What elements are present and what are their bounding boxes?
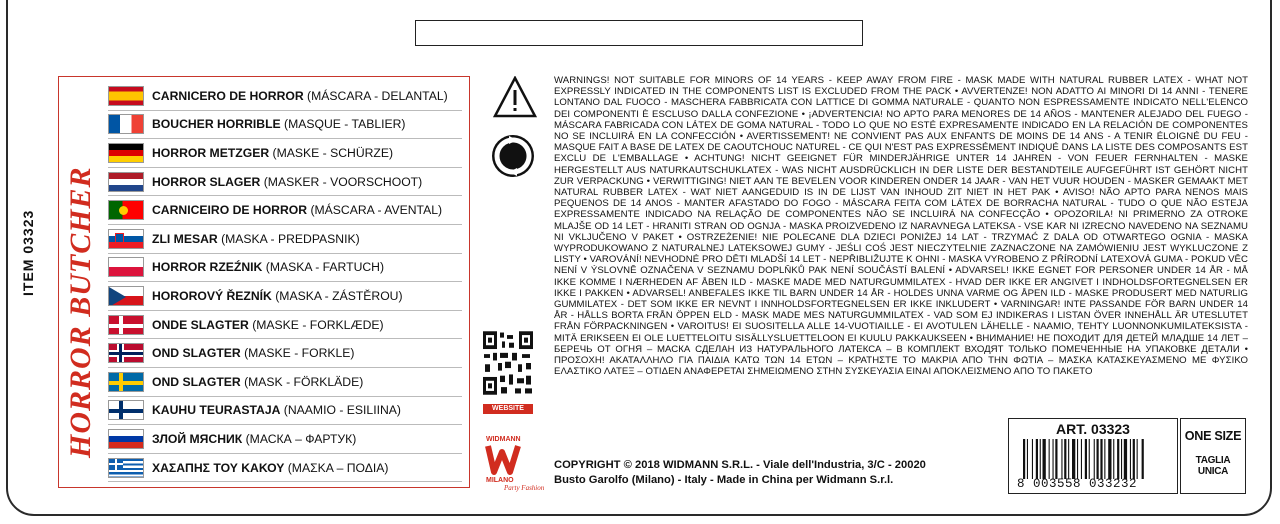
language-label <box>152 146 393 160</box>
language-row <box>108 111 462 140</box>
barcode-bar <box>1036 439 1038 479</box>
language-row <box>108 168 462 197</box>
product-name: CARNICERO DE HORROR <box>152 88 304 103</box>
language-label <box>152 232 360 246</box>
language-label <box>152 318 384 332</box>
barcode-bar <box>1142 439 1144 479</box>
language-label <box>152 346 354 360</box>
product-detail: (MASKE - FORKLE) <box>240 346 355 361</box>
product-name: CARNICEIRO DE HORROR <box>152 203 308 218</box>
barcode-bar <box>1055 439 1057 479</box>
language-label <box>152 175 422 189</box>
product-name: KAUHU TEURASTAJA <box>152 403 281 418</box>
item-code: ITEM 03323 <box>20 209 36 296</box>
product-detail: (MASK - FÖRKLÄDE) <box>240 374 364 389</box>
barcode-bar <box>1061 439 1062 479</box>
language-row <box>108 368 462 397</box>
language-label <box>152 432 356 446</box>
barcode-bar <box>1085 439 1087 479</box>
language-label <box>152 461 388 475</box>
product-name: OND SLAGTER <box>152 374 241 389</box>
product-detail: (NAAMIO - ESILIINA) <box>280 403 401 418</box>
barcode-bar <box>1089 439 1090 479</box>
green-dot-recycle-icon <box>491 134 535 178</box>
barcode-bar <box>1081 439 1082 479</box>
product-name: OND SLAGTER <box>152 346 241 361</box>
copyright-line-1: COPYRIGHT © 2018 WIDMANN S.R.L. - Viale dell'Industria, 3/C - 20020 <box>554 459 926 471</box>
language-label <box>152 260 384 274</box>
product-detail: (MASKER - VOORSCHOOT) <box>260 174 423 189</box>
barcode-bar <box>1104 439 1105 479</box>
svg-text:MILANO: MILANO <box>486 477 514 484</box>
barcode-bar <box>1027 439 1028 479</box>
barcode-bar <box>1072 439 1075 479</box>
flag-es-icon <box>108 86 144 106</box>
product-detail: (ΜΑΣΚΑ – ΠΟΔΙΑ) <box>284 460 389 475</box>
qr-code-icon[interactable] <box>482 330 534 396</box>
language-row <box>108 311 462 340</box>
product-name: HORROR METZGER <box>152 145 270 160</box>
language-label <box>152 117 405 131</box>
product-name: HORROR SLAGER <box>152 174 261 189</box>
language-label <box>152 375 363 389</box>
barcode-bar <box>1108 439 1111 479</box>
barcode-bar <box>1040 439 1041 479</box>
svg-text:Party Fashion: Party Fashion <box>504 484 545 492</box>
flag-gr-icon <box>108 458 144 478</box>
language-label <box>152 89 448 103</box>
language-label <box>152 203 442 217</box>
product-detail: (MÁSCARA - AVENTAL) <box>307 203 443 218</box>
barcode-bar <box>1032 439 1033 479</box>
barcode-bar <box>1064 439 1066 479</box>
product-detail: (MASKE - SCHÜRZE) <box>269 145 394 160</box>
flag-no-icon <box>108 343 144 363</box>
flag-nl-icon <box>108 172 144 192</box>
flag-de-icon <box>108 143 144 163</box>
barcode-bar <box>1077 439 1078 479</box>
size-label-italian: TAGLIA UNICA <box>1195 455 1231 477</box>
language-row <box>108 254 462 283</box>
product-detail: (MASKA - FARTUCH) <box>262 260 385 275</box>
barcode-bar <box>1094 439 1095 479</box>
product-name: ΧΑΣΑΠΗΣ ΤΟΥ ΚΑΚΟΥ <box>152 460 285 475</box>
barcode-icon <box>1023 439 1169 479</box>
website-label[interactable]: WEBSITE <box>483 404 533 414</box>
barcode-bar <box>1121 439 1122 479</box>
language-row <box>108 425 462 454</box>
product-detail: (MASKA - ZÁSTĚROU) <box>271 288 403 303</box>
flag-ru-icon <box>108 429 144 449</box>
widmann-logo <box>480 432 548 494</box>
product-name: ONDE SLAGTER <box>152 317 249 332</box>
product-name: BOUCHER HORRIBLE <box>152 117 281 132</box>
product-detail: (MASQUE - TABLIER) <box>280 117 406 132</box>
barcode-bar <box>1113 439 1114 479</box>
language-label <box>152 289 403 303</box>
barcode-bar <box>1053 439 1054 479</box>
barcode-bar <box>1049 439 1050 479</box>
product-detail: (MASKA - PREDPASNIK) <box>217 231 360 246</box>
barcode-bar <box>1100 439 1102 479</box>
barcode-number: 8 003558 033232 <box>1017 477 1138 491</box>
flag-pt-icon <box>108 200 144 220</box>
language-row <box>108 225 462 254</box>
copyright-line-2: Busto Garolfo (Milano) - Italy - Made in China per Widmann S.r.l. <box>554 473 894 486</box>
barcode-bar <box>1133 439 1135 479</box>
language-row <box>108 139 462 168</box>
language-row <box>108 397 462 426</box>
flag-fr-icon <box>108 114 144 134</box>
language-row <box>108 454 462 483</box>
article-barcode-box <box>1008 418 1178 494</box>
flag-se-icon <box>108 372 144 392</box>
product-name: HOROROVÝ ŘEZNÍK <box>152 288 272 303</box>
size-label: ONE SIZE <box>1184 429 1242 443</box>
brand-title: HORROR BUTCHER <box>64 166 97 458</box>
flag-dk-icon <box>108 315 144 335</box>
flag-cz-icon <box>108 286 144 306</box>
barcode-bar <box>1043 439 1046 479</box>
barcode-bar <box>1068 439 1069 479</box>
label-blank-box <box>415 20 863 46</box>
flag-si-icon <box>108 229 144 249</box>
barcode-bar <box>1130 439 1131 479</box>
size-box <box>1180 418 1246 494</box>
language-list <box>108 82 462 482</box>
barcode-bar <box>1124 439 1127 479</box>
product-detail: (MASKE - FORKLÆDE) <box>248 317 384 332</box>
svg-text:WIDMANN: WIDMANN <box>486 436 521 443</box>
article-number: ART. 03323 <box>1056 421 1130 437</box>
language-row <box>108 196 462 225</box>
product-name: ZLI MESAR <box>152 231 218 246</box>
copyright-block <box>554 458 1004 487</box>
language-row <box>108 82 462 111</box>
warning-icon <box>493 76 537 118</box>
barcode-bar <box>1117 439 1119 479</box>
barcode-bar <box>1137 439 1138 479</box>
language-row <box>108 282 462 311</box>
product-name: ЗЛОЙ МЯСНИК <box>152 431 243 446</box>
language-row <box>108 339 462 368</box>
barcode-bar <box>1023 439 1025 479</box>
safety-warnings-text: WARNINGS! NOT SUITABLE FOR MINORS OF 14 YEARS - KEEP AWAY FROM FIRE - MASK MADE WITH NATURAL RUBBER LATEX - WHAT NOT EXPRESSLY INDICATED IN THE COMPONENTS LIST IS EXCLUDED FROM THE PACK • AVVERTENZE! NON ADATTO AI MINORI DI 14 ANNI - TENERE LONTANO DAL FUOCO - MASCHERA FABBRICATA CON LATTICE DI GOMMA NATURALE - QUANTO NON ESPRESSAMENTE INDICATO NELL'ELENCO DEI COMPONENTI È ESCLUSO DALLA CONFEZIONE • ¡ADVERTENCIA! NO APTO PARA MENORES DE 14 AÑOS - MANTENER ALEJADO DEL FUEGO - MÁSCARA FABRICADA CON LÁTEX DE GOMA NATURAL - TODO LO QUE NO ESTÉ EXPRESAMENTE INDICADO EN LA RELACIÓN DE COMPONENTES NO SE INCLUIRÁ EN LA CONFECCIÓN • AVERTISSEMENT! NE CONVIENT PAS AUX ENFANTS DE MOINS DE 14 ANS - A TENIR ÉLOIGNÉ DU FEU - MASQUE FAIT A BASE DE LATEX DE CAOUTCHOUC NATUREL - CE QUI N'EST PAS EXPRESSÉMENT INDIQUÉ DANS LA LISTE DES COMPOSANTS EST EXCLU DE L'EMBALLAGE • ACHTUNG! NICHT GEEIGNET FÜR MINDERJÄHRIGE UNTER 14 JAHREN - VON FEUER FERNHALTEN - MASKE HERGESTELLT AUS NATURKAUTSCHUKLATEX - WAS NICHT AUSDRÜCKLICH IN DER LISTE DER BESTANDTEILE AUFGEFÜHRT IST GEHÖRT NICHT ZUR VERPACKUNG • VERWITTIGING! NIET AAN TE BEVELEN VOOR KINDEREN ONDER 14 JAAR - VAN HET VUUR HOUDEN - MASKER GEMAAKT MET NATURAL RUBBER LATEX - WAT NIET AANGEDUID IS IN DE LIJST VAN INHOUD ZIT NIET IN HET PAK • AVISO! NÃO APTO PARA NENOS MAIS PEQUENOS DE 14 ANOS - MANTER AFASTADO DO FOGO - MÁSCARA FEITA COM LÁTEX DE BORRACHA NATURAL - TUDO O QUE NÃO ESTEJA EXPRESSAMENTE INDICADO NA RELAÇÃO DE COMPONENTES NÃO SE INCLUIRÁ NA CONFECÇÃO • OPOZORILA! NI PRIMERNO ZA OTROKE MLAJŠE OD 14 LET - HRANITI STRAN OD OGNJA - MASKA PROIZVEDENO IZ NARAVNEGA LATEKSA - VSE KAR NI IZRECNO NAVEDENO NA SEZNAMU NI VKLJUČENO V PAKET • OSTRZEŻENIE! NIE POLECANE DLA DZIECI PONIŻEJ 14 LAT - TRZYMAĆ Z DALA OD OTWARTEGO OGNIA - MASKA WYPRODUKOWANO Z NATURALNEJ LATEKSOWEJ GUMY - JEŚLI COŚ JEST NIECZYTELNIE ZAZNACZONE NA ZAMÓWIENIU JEST WYKLUCZONE Z LISTY • VAROVÁNÍ! NEVHODNÉ PRO DĚTI MLADŠÍ 14 LET - NEPŘIBLIŽUJTE K OHNI - MASKA VYROBENO Z PŘÍRODNÍ LATEXOVÁ GUMA - POKUD VĚC NENÍ V ÝSLOVNĚ OZNAČENA V SEZNAMU DOPLŇKŮ PAK NENÍ SOUČÁSTÍ BALENÍ • ADVARSEL! IKKE EGNET FOR PERSONER UNDER 14 ÅR - MÅ IKKE KOMME I NÆRHEDEN AF ÅBEN ILD - MASKE MADE MED NATURGUMMILATEX - HVAD DER IKKE ER ANGIVET I INDHOLDSFORTEGNELSEN ER IKKE I PAKKEN • ADVARSEL! ANBEFALES IKKE TIL BARN UNDER 14 ÅR - HOLDES UNNA VARME OG ÅPEN ILD - MASKE PRODUSERT MED NATURLIG GUMMILATEX - DET SOM IKKE ER NEVNT I INNHOLDSFORTEGNELSEN ER IKKE INKLUDERT • VARNINGAR! INTE PASSANDE FÖR BARN UNDER 14 ÅR - HÅLLS BORTA FRÅN ÖPPEN ELD - MASK MADE MES NATURGUMMILATEX - VAD SOM EJ INDIKERAS I LISTAN ÖVER INNEHÅLL ÄR UTESLUTET FRÅN FÖRPACKNINGEN • VAROITUS! EI SUOSITELLA ALLE 14-VUOTIAILLE - EI AVOTULEN LÄHELLE - NAAMIO, TEHTY LUONNONKUMILATEKSISTA - MITÄ ERIKSEEN EI OLE LUETTELOITU SISÄLLYSLUETTELOON EI KUULU PAKKAUKSEEN • ВНИМАНИЕ! НЕ ПОХОДИТ ДЛЯ ДЕТЕЙ МЛАДШЕ 14 ЛЕТ – БЕРЕЧЬ ОТ ОГНЯ – МАСКА СДЕЛАН ИЗ НАТУРАЛЬНОГО ЛАТЕКСА – В КОМПЛЕКТ ВХОДЯТ ТОЛЬКО ПОМЕЧЕННЫЕ НА УПАКОВКЕ ДЕТАЛИ • ΠΡΟΣΟΧΗ! ΑΚΑΤΑΛΛΗΛΟ ΓΙΑ ΠΑΙΔΙΑ ΚΑΤΩ ΤΩΝ 14 ΕΤΩΝ – ΚΡΑΤΗΣΤΕ ΤΟ ΜΑΚΡΙΑ ΑΠΟ ΤΗΝ ΦΩΤΙΑ – ΜΑΣΚΑ ΚΑΤΑΣΚΕΥΑΣΜΕΝΟ ΜΕ ΦΥΣΙΚΟ ΕΛΑΣΤΙΚΟ ΛΑΤΕΞ – ΟΤΙΔΕΝ ΑΝΑΦΕΡΕΤΑΙ ΣΗΜΕΙΩΜΕΝΟ ΣΤΗΝ ΣΥΣΚΕΥΑΣΙΑ ΕΙΝΑΙ ΑΠΟΚΛΕΙΣΜΕΝΟ ΑΠΟ ΤΟ ΠΑΚΕΤΟ <box>554 75 1248 378</box>
product-detail: (МАСКА – ФАРТУК) <box>242 431 357 446</box>
product-name: HORROR RZEŹNIK <box>152 260 263 275</box>
flag-pl-icon <box>108 257 144 277</box>
flag-fi-icon <box>108 400 144 420</box>
language-label <box>152 403 401 417</box>
product-detail: (MÁSCARA - DELANTAL) <box>303 88 448 103</box>
barcode-bar <box>1097 439 1099 479</box>
